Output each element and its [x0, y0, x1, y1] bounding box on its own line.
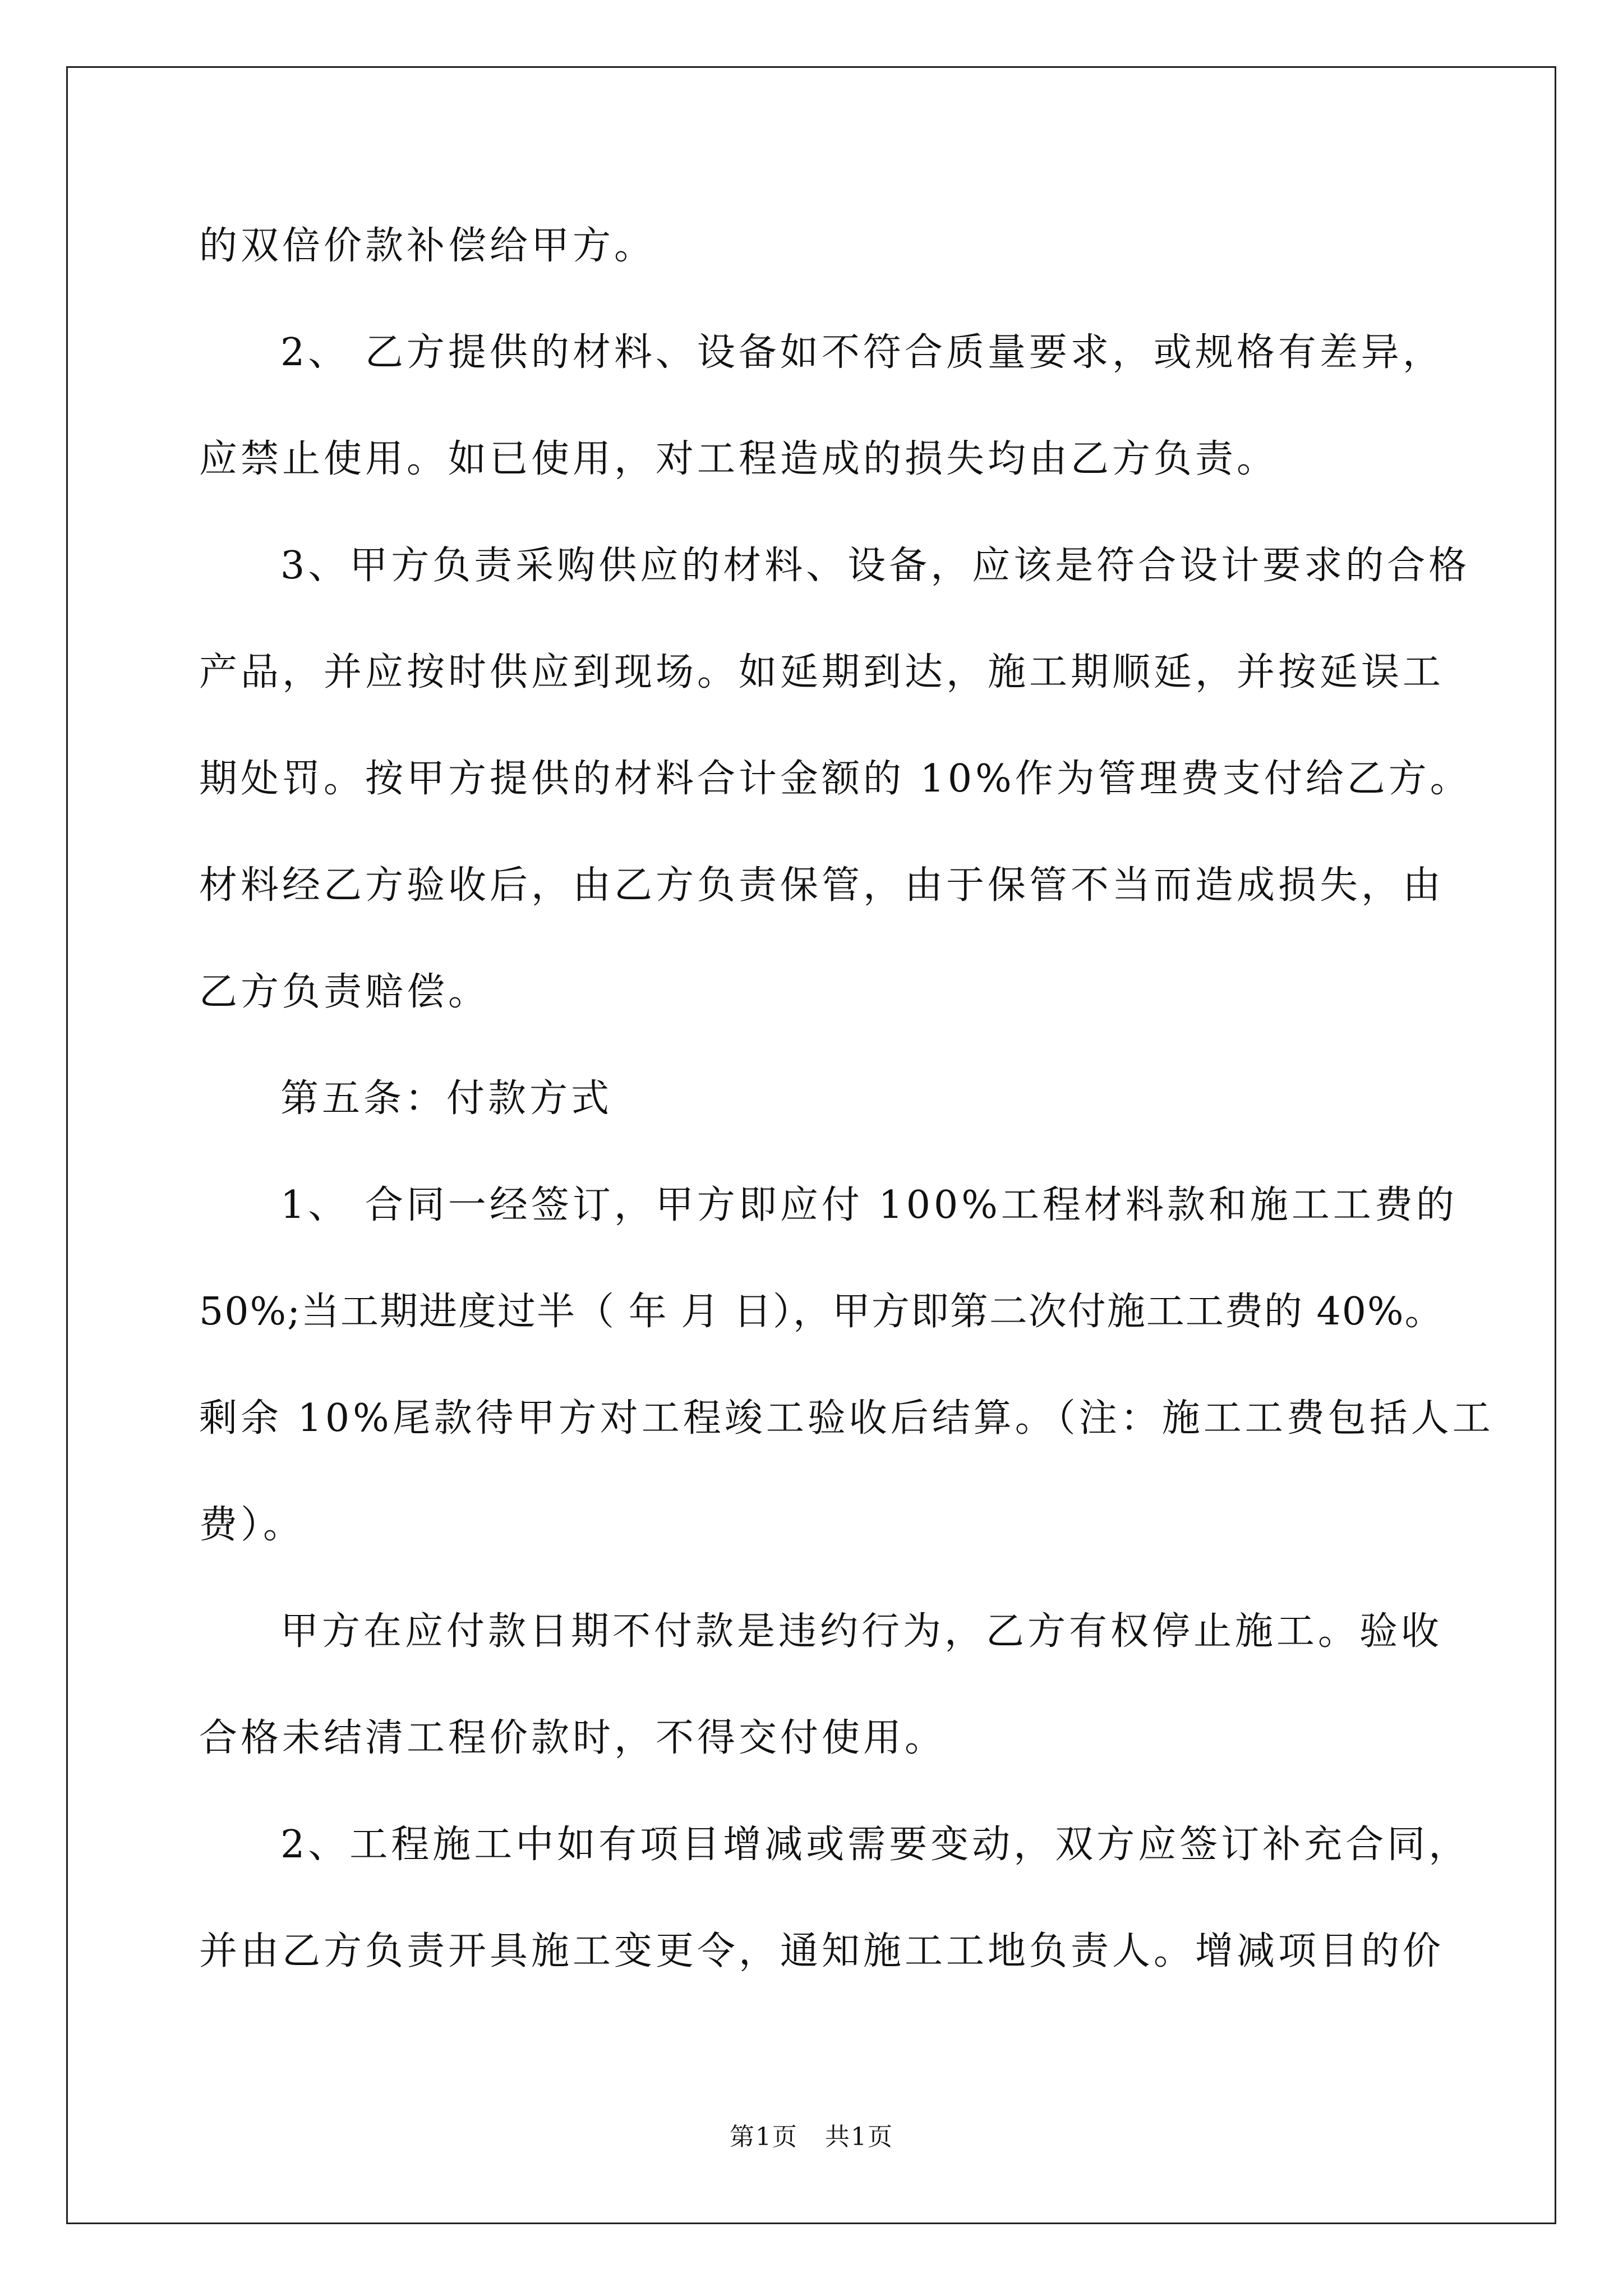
- text-line: 1、 合同一经签订，甲方即应付 100%工程材料款和施工工费的: [280, 1183, 1458, 1227]
- text-line: 乙方负责赔偿。: [199, 970, 490, 1014]
- text-line: 产品，并应按时供应到现场。如延期到达，施工期顺延，并按延误工: [199, 650, 1445, 694]
- text-line: 50%;当工期进度过半（ 年 月 日），甲方即第二次付施工工费的 40%。: [199, 1290, 1444, 1334]
- text-line: 期处罚。按甲方提供的材料合计金额的 10%作为管理费支付给乙方。: [199, 757, 1472, 801]
- text-line: 合格未结清工程价款时，不得交付使用。: [199, 1716, 947, 1760]
- text-line: 2、 乙方提供的材料、设备如不符合质量要求，或规格有差异，: [280, 330, 1444, 375]
- page-border: [66, 66, 1556, 2224]
- text-line: 剩余 10%尾款待甲方对工程竣工验收后结算。（注：施工工费包括人工: [199, 1396, 1494, 1441]
- text-line: 甲方在应付款日期不付款是违约行为，乙方有权停止施工。验收: [280, 1609, 1443, 1654]
- text-line: 应禁止使用。如已使用，对工程造成的损失均由乙方负责。: [199, 437, 1279, 481]
- text-line: 3、甲方负责采购供应的材料、设备，应该是符合设计要求的合格: [280, 544, 1470, 588]
- text-line: 并由乙方负责开具施工变更令，通知施工工地负责人。增减项目的价: [199, 1929, 1445, 1973]
- text-line: 2、工程施工中如有项目增减或需要变动，双方应签订补充合同，: [280, 1823, 1470, 1867]
- text-line: 材料经乙方验收后，由乙方负责保管，由于保管不当而造成损失，由: [199, 863, 1445, 908]
- text-line: 的双倍价款补偿给甲方。: [199, 224, 656, 268]
- text-line: 费）。: [199, 1503, 305, 1547]
- page-footer: 第1页 共1页: [730, 2123, 893, 2151]
- section-heading: 第五条：付款方式: [280, 1076, 613, 1121]
